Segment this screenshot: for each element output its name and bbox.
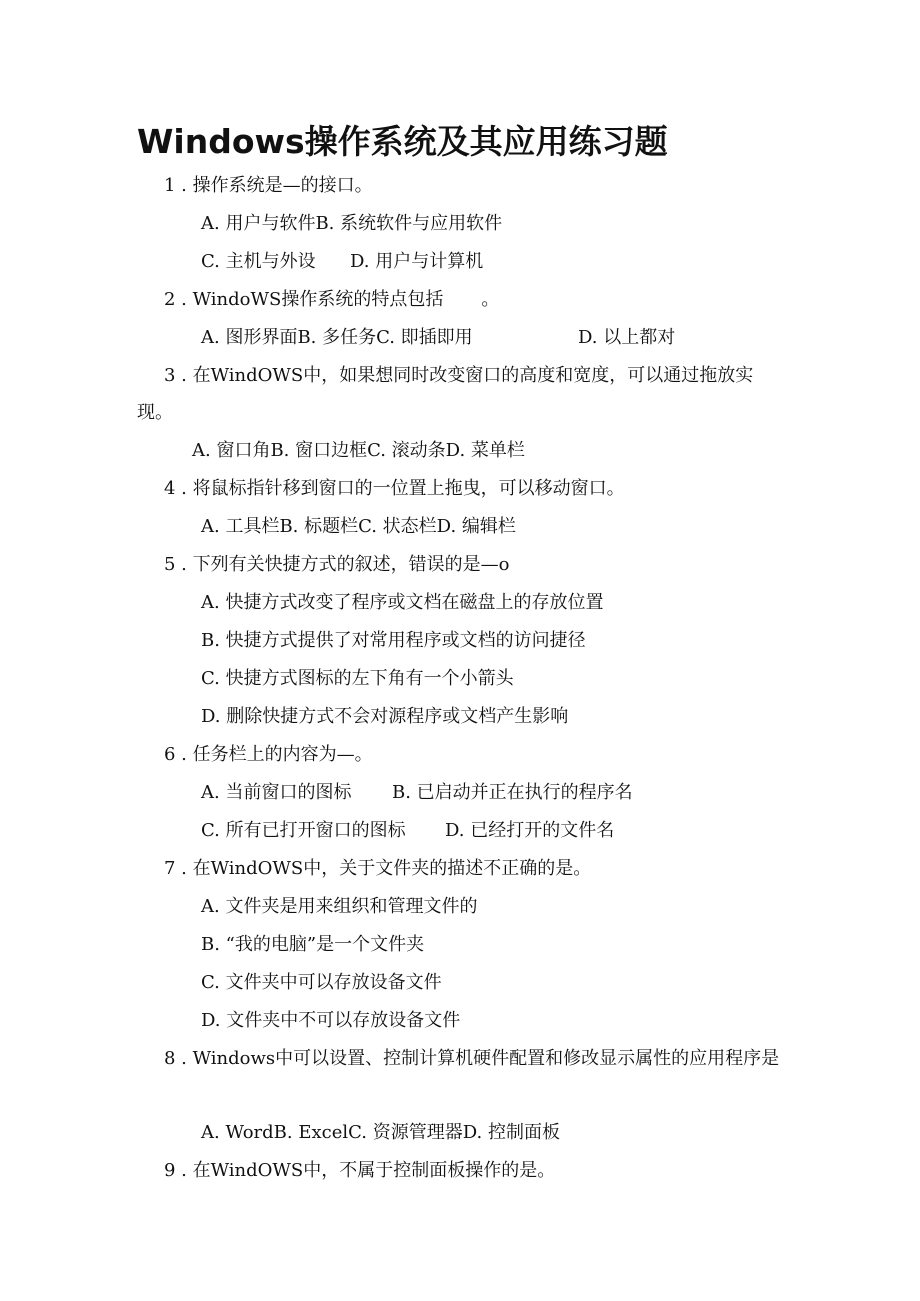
question-6-option-d: D. 已经打开的文件名 (445, 820, 615, 841)
question-3-continuation: 现。 (137, 402, 173, 423)
question-5: 5 . 下列有关快捷方式的叙述，错误的是—o (164, 554, 510, 575)
question-1-option-ab: A. 用户与软件B. 系统软件与应用软件 (201, 213, 503, 234)
question-7-option-c: C. 文件夹中可以存放设备文件 (201, 972, 442, 993)
question-7: 7 . 在WindOWS中，关于文件夹的描述不正确的是。 (164, 858, 592, 879)
question-5-option-c: C. 快捷方式图标的左下角有一个小箭头 (201, 668, 514, 689)
question-2-text: 2 . WindoWS操作系统的特点包括 (164, 289, 444, 310)
question-5-option-b: B. 快捷方式提供了对常用程序或文档的访问捷径 (201, 630, 586, 651)
question-8: 8 . Windows中可以设置、控制计算机硬件配置和修改显示属性的应用程序是 (164, 1048, 780, 1069)
question-2 (164, 288, 499, 312)
question-1-option-c: C. 主机与外设 (201, 251, 316, 272)
question-5-option-d: D. 删除快捷方式不会对源程序或文档产生影响 (201, 706, 569, 727)
question-3: 3 . 在WindOWS中，如果想同时改变窗口的高度和宽度，可以通过拖放实 (164, 365, 754, 386)
question-6-option-c: C. 所有已打开窗口的图标 (201, 820, 406, 841)
question-4-options: A. 工具栏B. 标题栏C. 状态栏D. 编辑栏 (201, 516, 516, 537)
question-6-option-a: A. 当前窗口的图标 (201, 782, 352, 803)
question-4: 4 . 将鼠标指针移到窗口的一位置上拖曳，可以移动窗口。 (164, 478, 625, 499)
question-6-option-b: B. 已启动并正在执行的程序名 (392, 782, 633, 803)
question-7-option-d: D. 文件夹中不可以存放设备文件 (201, 1010, 461, 1031)
document-title: Windows操作系统及其应用练习题 (137, 122, 668, 161)
question-9: 9 . 在WindOWS中，不属于控制面板操作的是。 (164, 1160, 556, 1181)
question-3-options: A. 窗口角B. 窗口边框C. 滚动条D. 菜单栏 (192, 440, 525, 461)
question-2-option-d: D. 以上都对 (578, 327, 676, 348)
question-8-options: A. WordB. ExcelC. 资源管理器D. 控制面板 (201, 1122, 560, 1143)
question-2-option-abc: A. 图形界面B. 多任务C. 即插即用 (201, 327, 473, 348)
question-5-option-a: A. 快捷方式改变了程序或文档在磁盘上的存放位置 (201, 592, 604, 613)
question-7-option-b: B. “我的电脑”是一个文件夹 (201, 934, 425, 955)
question-1: 1 . 操作系统是—的接口。 (164, 175, 373, 196)
question-7-option-a: A. 文件夹是用来组织和管理文件的 (201, 896, 478, 917)
question-1-option-d: D. 用户与计算机 (350, 251, 484, 272)
question-2-end: 。 (481, 289, 500, 310)
question-6: 6 . 任务栏上的内容为—。 (164, 744, 373, 765)
